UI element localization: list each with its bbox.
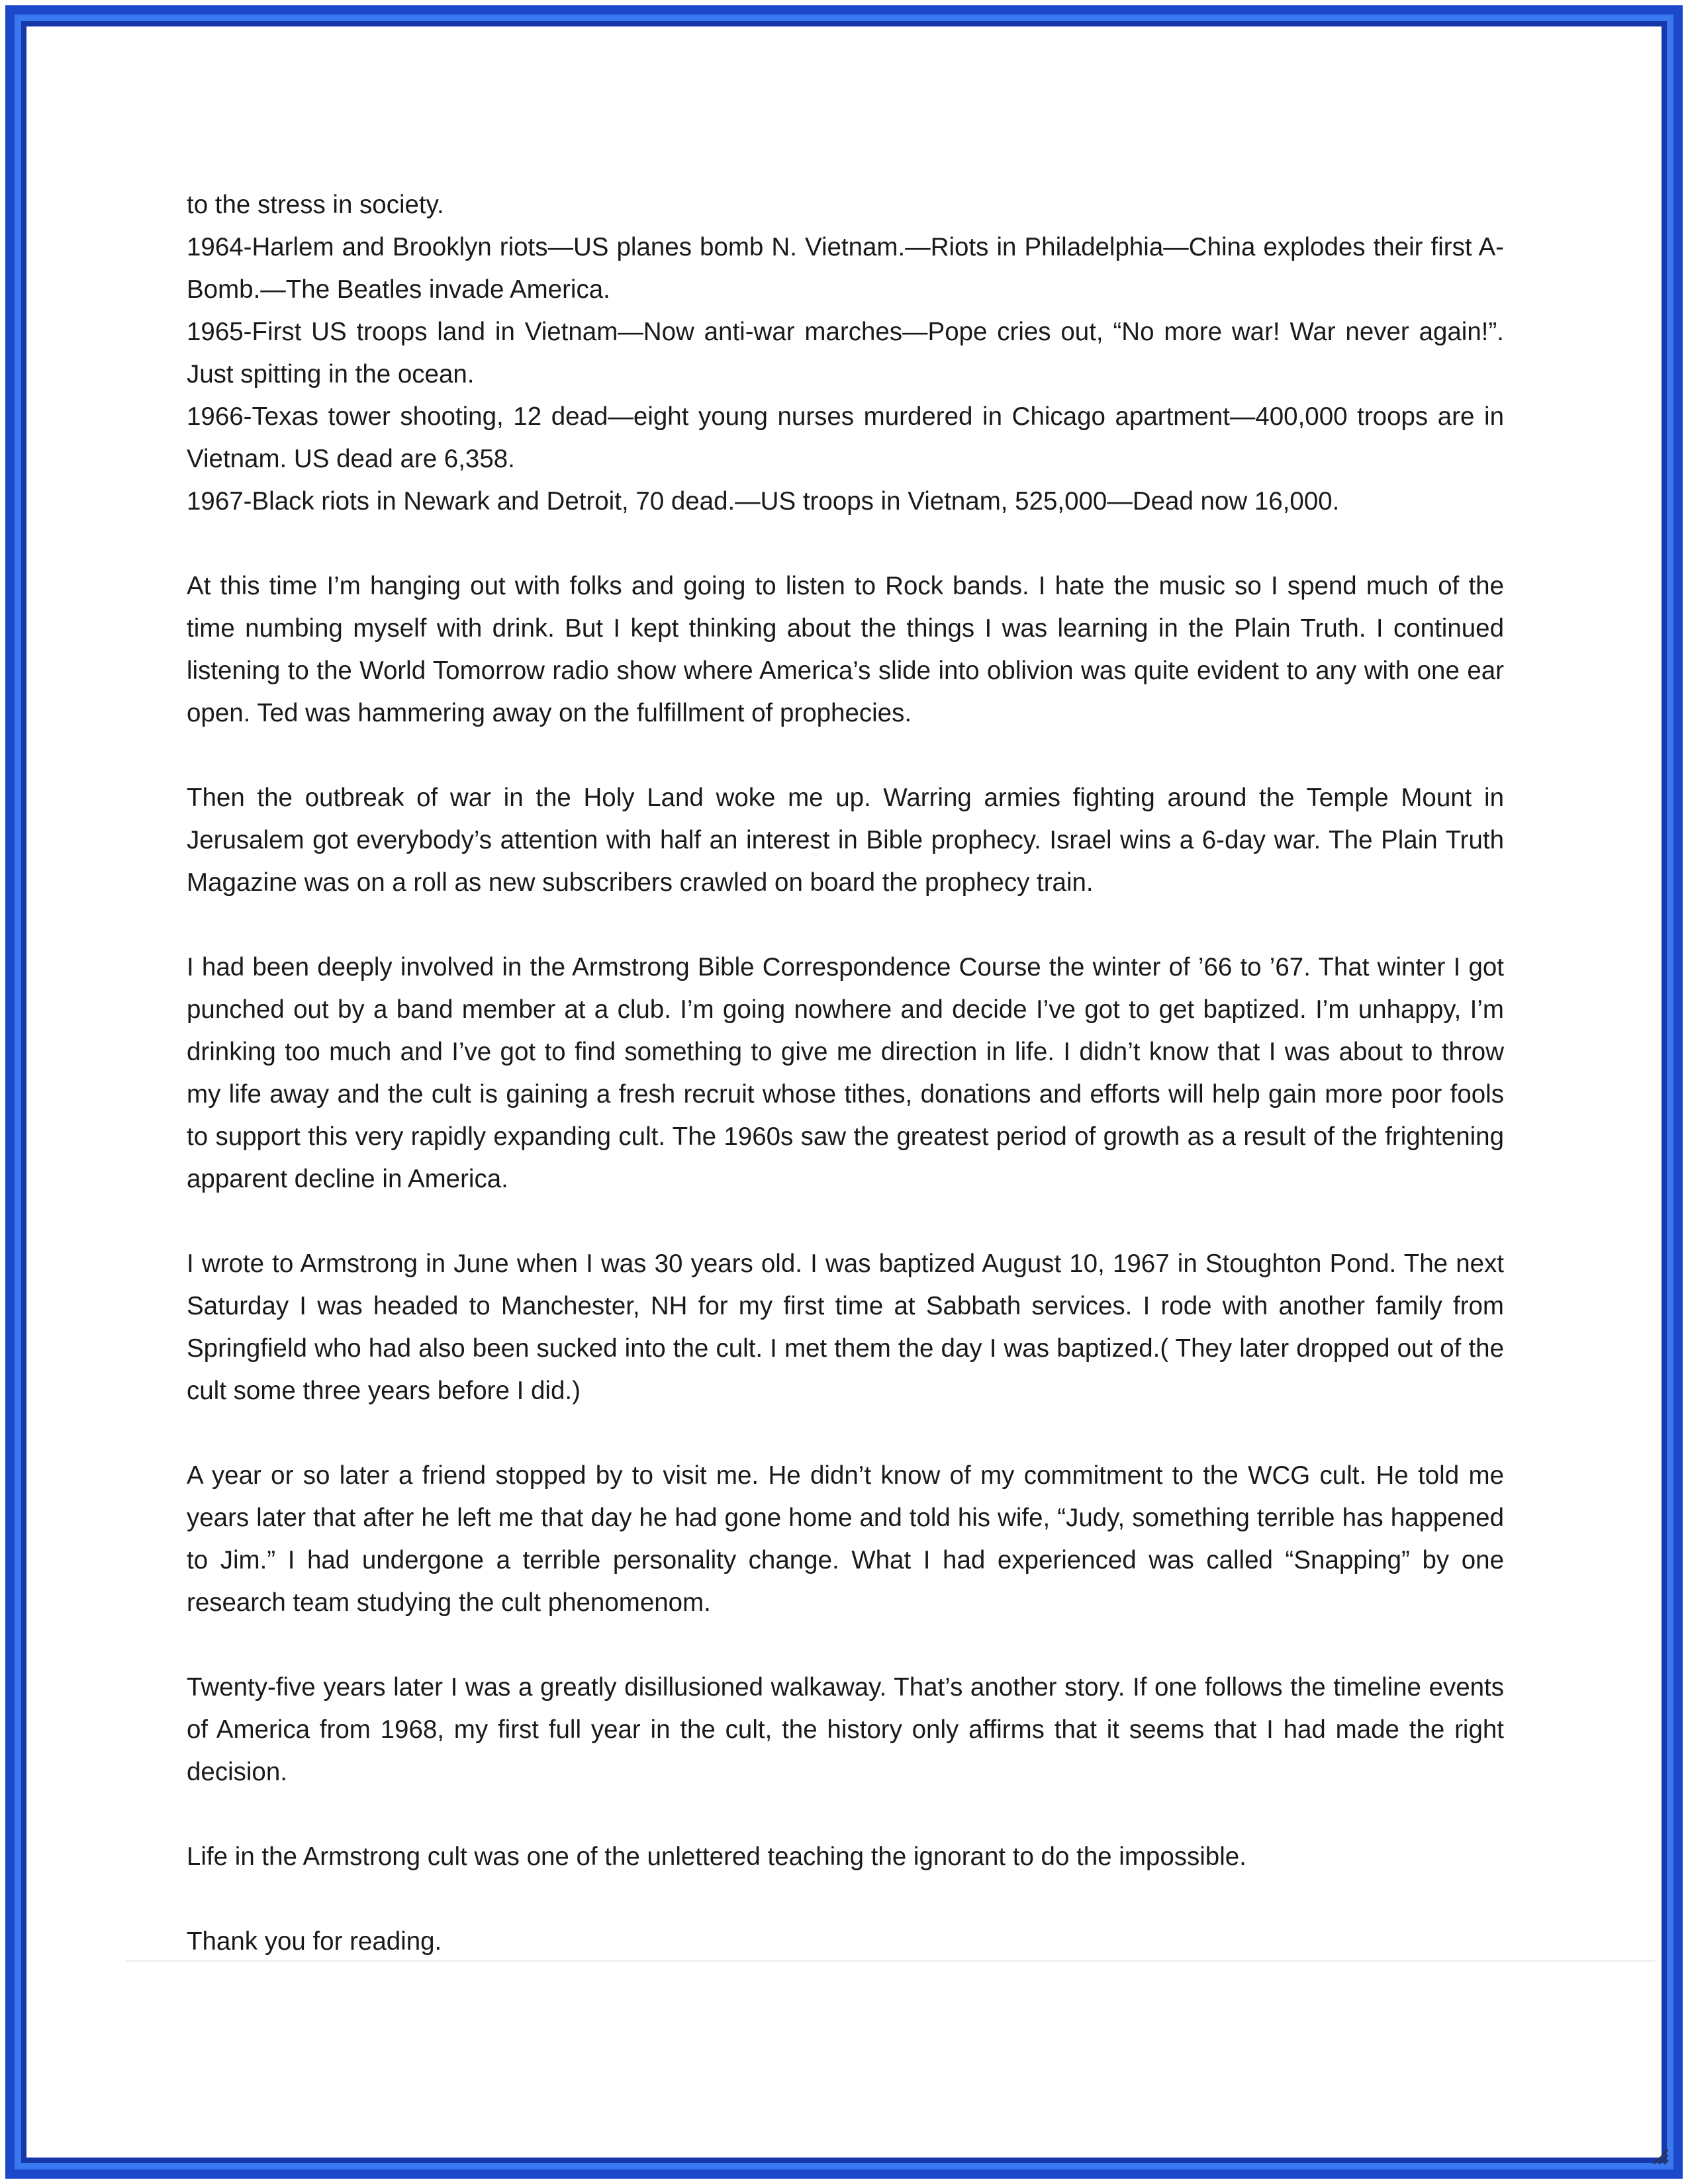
paragraph-friend-visit: A year or so later a friend stopped by to visit me. He didn’t know of my commitment to the WCG cult. He told me years later that after he left me that day he had gone home and told his wife, “Judy, something terrible has happened to Jim.” I had undergone a terrible personality change. What I had experienced was called “Snapping” by one research team studying the cult phenomenom. <box>187 1461 1504 1617</box>
paragraph-walkaway: Twenty-five years later I was a greatly disillusioned walkaway. That’s another story. If one follows the timeline events of America from 1968, my first full year in the cult, the history only affirms that it seems that I had made the right decision. <box>187 1673 1504 1786</box>
scan-artifact-line <box>126 1960 1655 1962</box>
timeline-entry-1966: 1966-Texas tower shooting, 12 dead—eight young nurses murdered in Chicago apartment—400,000 troops are in Vietnam. US dead are 6,358. <box>187 402 1504 473</box>
timeline-entry-1964: 1964-Harlem and Brooklyn riots—US planes bomb N. Vietnam.—Riots in Philadelphia—China explodes their first A-Bomb.—The Beatles invade America. <box>187 233 1504 304</box>
closing-line: Thank you for reading. <box>187 1927 442 1956</box>
resize-grip-icon <box>1650 2146 1669 2165</box>
paragraph-holy-land-war: Then the outbreak of war in the Holy Land woke me up. Warring armies fighting around the Temple Mount in Jerusalem got everybody’s attention with half an interest in Bible prophecy. Israel wins a 6-day war. The Plain Truth Magazine was on a roll as new subscribers crawled on board the prophecy train. <box>187 784 1504 897</box>
paragraph-correspondence-course: I had been deeply involved in the Armstrong Bible Correspondence Course the winter of ’66 to ’67. That winter I got punched out by a band member at a club. I’m going nowhere and decide I’ve got to get baptized. I’m unhappy, I’m drinking too much and I’ve got to find something to give me direction in life. I didn’t know that I was about to throw my life away and the cult is gaining a fresh recruit whose tithes, donations and efforts will help gain more poor fools to support this very rapidly expanding cult. The 1960s saw the greatest period of growth as a result of the frightening apparent decline in America. <box>187 953 1504 1193</box>
continuation-line: to the stress in society. <box>187 191 444 219</box>
paragraph-life-in-cult: Life in the Armstrong cult was one of the unlettered teaching the ignorant to do the impossible. <box>187 1843 1246 1871</box>
paragraph-baptism: I wrote to Armstrong in June when I was 30 years old. I was baptized August 10, 1967 in Stoughton Pond. The next Saturday I was headed to Manchester, NH for my first time at Sabbath services. I rode with another family from Springfield who had also been sucked into the cult. I met them the day I was baptized.( They later dropped out of the cult some three years before I did.) <box>187 1250 1504 1405</box>
timeline-entry-1967: 1967-Black riots in Newark and Detroit, 70 dead.—US troops in Vietnam, 525,000—Dead now 16,000. <box>187 487 1340 516</box>
document-body <box>187 184 1504 1963</box>
timeline-entry-1965: 1965-First US troops land in Vietnam—Now anti-war marches—Pope cries out, “No more war! War never again!”. Just spitting in the ocean. <box>187 318 1504 388</box>
paragraph-rock-bands: At this time I’m hanging out with folks and going to listen to Rock bands. I hate the music so I spend much of the time numbing myself with drink. But I kept thinking about the things I was learning in the Plain Truth. I continued listening to the World Tomorrow radio show where America’s slide into oblivion was quite evident to any with one ear open. Ted was hammering away on the fulfillment of prophecies. <box>187 572 1504 727</box>
